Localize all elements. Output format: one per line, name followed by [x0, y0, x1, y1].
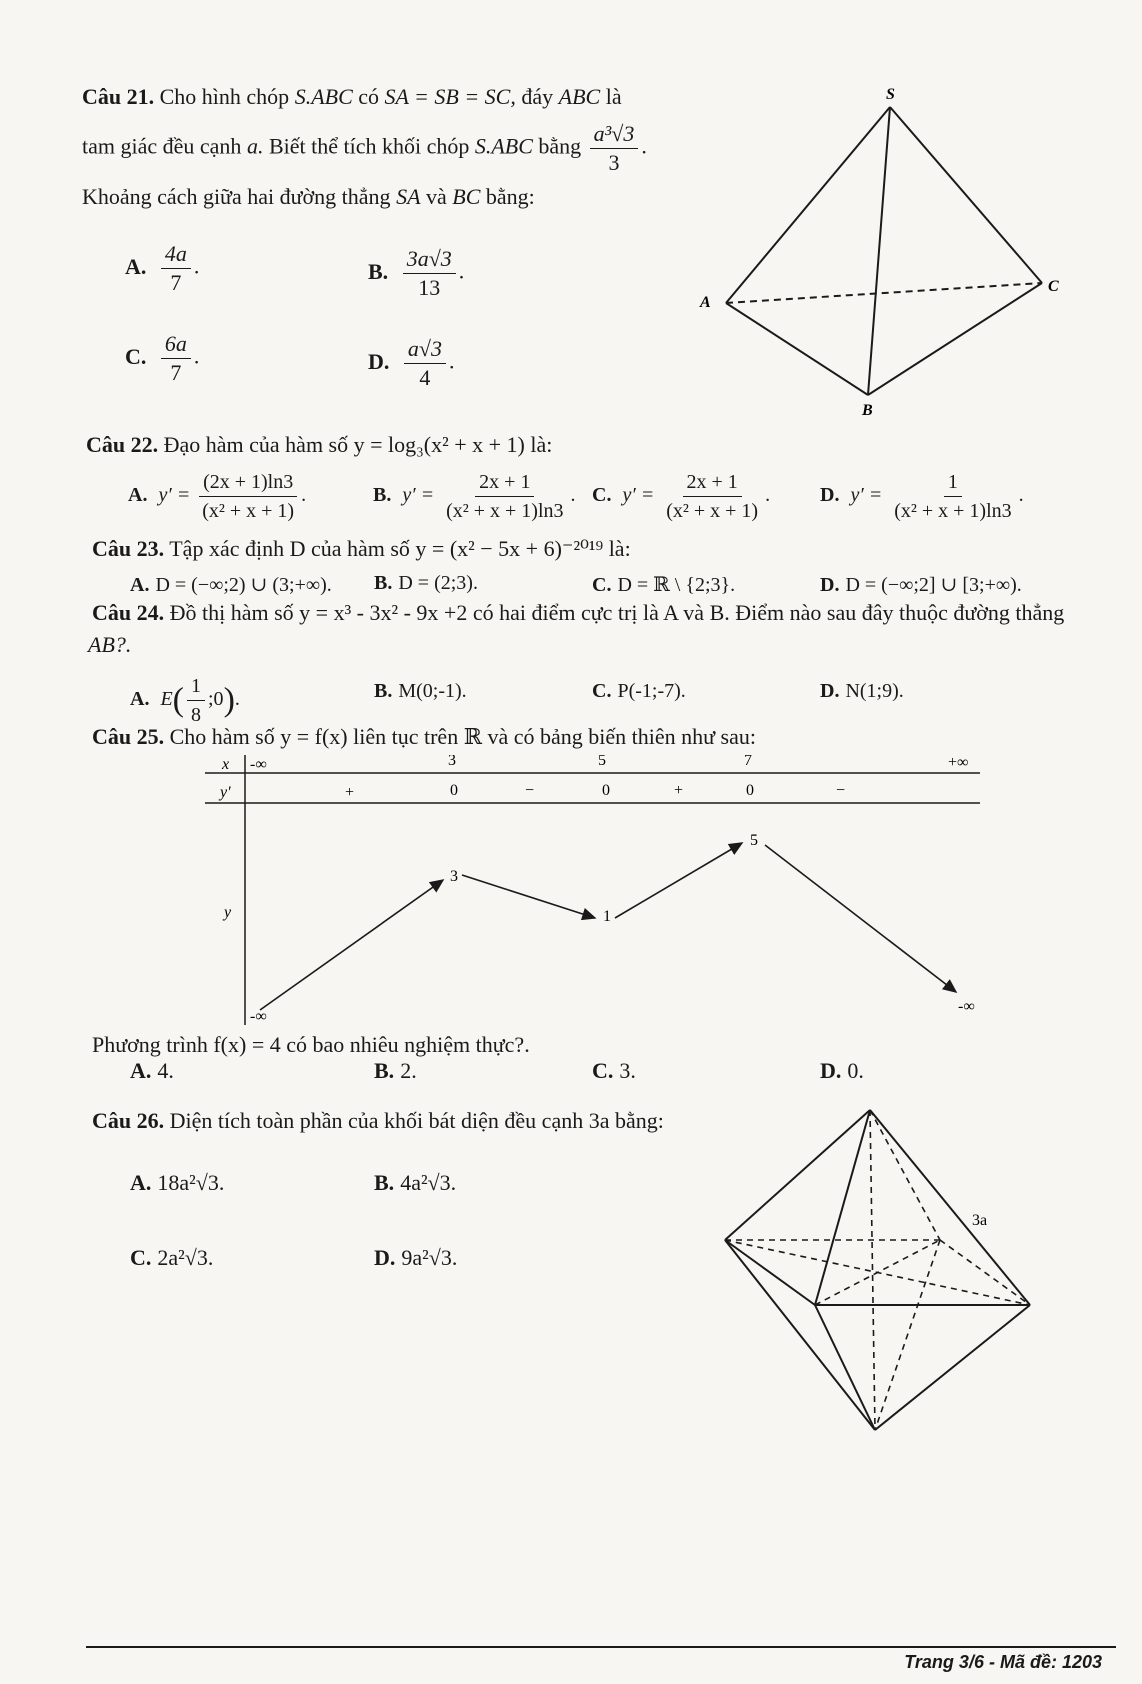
q21-volume-fraction — [590, 120, 639, 177]
arrow-up-1 — [260, 880, 443, 1010]
yp-value: + — [674, 782, 684, 799]
q26-opt-b-label: B. — [374, 1170, 395, 1195]
q21-line2a: tam giác đều cạnh — [82, 133, 242, 159]
q25-option-b[interactable] — [374, 1058, 417, 1084]
q25-text: Cho hàm số y = f(x) liên tục trên ℝ và có bảng biến thiên như sau: — [169, 724, 756, 749]
q24-text1: Đồ thị hàm số y = x³ - 3x² - 9x +2 có hai điểm cực trị là A và B. Điểm nào sau đây thuộc đường thẳng — [169, 600, 1065, 625]
q21-vol-den: 3 — [608, 150, 620, 175]
q22-opt-c-label: C. — [592, 484, 612, 507]
q21-abc: ABC — [558, 84, 601, 109]
q21-text3: đáy — [521, 84, 554, 109]
q21-bc: BC — [452, 184, 481, 209]
vertex-a-label: A — [700, 294, 711, 311]
q25-option-a[interactable] — [130, 1058, 174, 1084]
octahedron-figure — [710, 1100, 1050, 1440]
q24-label: Câu 24. — [92, 600, 165, 625]
q22-stem — [86, 430, 552, 460]
edge-ac-hidden — [726, 283, 1042, 303]
x-value: 5 — [598, 755, 606, 769]
edge-ab — [726, 303, 868, 395]
q22-opt-b-lhs: y′ = — [402, 484, 435, 507]
arrow-down-2 — [765, 845, 956, 992]
q22-opt-a-label: A. — [128, 484, 148, 507]
variation-table — [200, 755, 990, 1035]
q24-opt-d-label: D. — [820, 680, 840, 702]
q22-opt-a-num: (2x + 1)ln3 — [199, 468, 297, 497]
q21-sabc-2: S.ABC — [474, 133, 533, 159]
page-footer: Trang 3/6 - Mã đề: 1203 — [904, 1652, 1102, 1672]
q23-option-b[interactable] — [374, 572, 478, 595]
q24-opt-c-text: P(-1;-7). — [617, 680, 686, 702]
q21-sa: SA — [396, 184, 421, 209]
edge-label-3a: 3a — [972, 1212, 988, 1229]
q24-option-a[interactable]: A. E( $\frac{1}{8}$ ;0). — [130, 672, 240, 729]
yp-value: 0 — [450, 782, 458, 799]
q23-stem — [92, 534, 631, 564]
edge-sb — [868, 107, 890, 395]
q23-opt-b-label: B. — [374, 572, 393, 594]
q21-option-c[interactable]: C. $\frac{6a}{7}$ . — [125, 331, 200, 385]
q26-option-c[interactable] — [130, 1245, 213, 1271]
q24-option-d[interactable] — [820, 680, 904, 703]
q21-option-d[interactable]: D. $\frac{a√3}{4}$ . — [368, 336, 455, 390]
q21-va: và — [426, 184, 447, 209]
q25-opt-c-label: C. — [592, 1058, 614, 1083]
q21-line3 — [82, 182, 535, 212]
q22-label: Câu 22. — [86, 432, 159, 457]
q24-opt-a-den: 8 — [191, 704, 201, 726]
q23-opt-b-text: D = (2;3). — [398, 572, 478, 594]
vertex-c-label: C — [1048, 278, 1059, 295]
q21-cond: SA = SB = SC, — [384, 84, 516, 109]
q24-option-b[interactable] — [374, 680, 467, 703]
q21-opt-c-num: 6a — [161, 330, 191, 359]
q22-opt-b-den: (x² + x + 1)ln3 — [446, 500, 564, 522]
q22-option-a[interactable]: A. y′ = $\frac{(2x + 1)\ln 3}{\text{(x² + x + 1)}}$ . — [128, 468, 306, 525]
q26-opt-b-text: 4a²√3. — [400, 1170, 457, 1195]
y-value: -∞ — [958, 998, 975, 1015]
q22-opt-c-den: (x² + x + 1) — [666, 500, 759, 522]
q23-opt-a-label: A. — [130, 574, 150, 596]
q26-label: Câu 26. — [92, 1108, 165, 1133]
q21-option-a[interactable]: A. $\frac{4a}{7}$ . — [125, 241, 200, 295]
q24-stem-2: AB?. — [88, 632, 132, 657]
q21-line1 — [82, 82, 622, 112]
q21-sabc: S.ABC — [294, 84, 353, 109]
q22-option-b[interactable]: B. y′ = $\frac{2x + 1}{\text{(x² + x + 1)ln3}}$ . — [373, 468, 576, 525]
q21-opt-d-num: a√3 — [404, 335, 446, 364]
yp-value: 0 — [602, 782, 610, 799]
q21-line2b: Biết thể tích khối chóp — [268, 133, 470, 159]
q21-text2: có — [358, 84, 380, 109]
q21-opt-c-label: C. — [125, 343, 147, 369]
q24-stem-1 — [92, 598, 1064, 628]
q25-stem — [92, 722, 756, 752]
x-value: -∞ — [250, 756, 267, 773]
q24-opt-a-label: A. — [130, 688, 150, 711]
q21-label: Câu 21. — [82, 84, 155, 109]
q21-opt-b-den: 13 — [418, 275, 441, 300]
q21-text4: là — [605, 84, 622, 109]
x-value: +∞ — [948, 755, 969, 771]
q25-opt-b-label: B. — [374, 1058, 395, 1083]
q23-text: Tập xác định D của hàm số y = (x² − 5x + 6)⁻²⁰¹⁹ là: — [169, 536, 631, 561]
q22-opt-d-den: (x² + x + 1)ln3 — [894, 500, 1012, 522]
q25-option-d[interactable] — [820, 1058, 864, 1084]
yp-value: + — [345, 784, 355, 801]
q21-line2c: bằng — [538, 133, 582, 159]
q21-opt-b-label: B. — [368, 258, 389, 284]
yp-value: − — [525, 782, 535, 799]
q26-opt-a-text: 18a²√3. — [157, 1170, 225, 1195]
q26-option-a[interactable] — [130, 1170, 224, 1196]
q23-opt-d-text: D = (−∞;2] ∪ [3;+∞). — [845, 574, 1022, 596]
q21-opt-b-num: 3a√3 — [403, 245, 456, 274]
q22-option-c[interactable]: C. y′ = $\frac{2x + 1}{\text{(x² + x + 1)}}$ . — [592, 468, 770, 525]
q21-opt-c-den: 7 — [170, 360, 182, 385]
q22-option-d[interactable]: D. y′ = $\frac{1}{\text{(x² + x + 1)ln3}}$ . — [820, 468, 1024, 525]
table-y-label: y — [224, 904, 232, 921]
q21-line3a: Khoảng cách giữa hai đường thẳng — [82, 184, 391, 209]
q21-line3b: bằng: — [485, 184, 535, 209]
q23-opt-c-label: C. — [592, 574, 612, 596]
vertex-b-label: B — [862, 402, 873, 419]
q24-opt-a-post: ;0 — [208, 688, 224, 711]
x-value: 7 — [744, 755, 752, 769]
q26-opt-a-label: A. — [130, 1170, 152, 1195]
q25-opt-d-text: 0. — [847, 1058, 864, 1083]
q23-opt-a-text: D = (−∞;2) ∪ (3;+∞). — [155, 574, 332, 596]
q23-opt-d-label: D. — [820, 574, 840, 596]
footer-rule — [86, 1646, 1116, 1648]
q23-option-d[interactable] — [820, 572, 1022, 597]
q25-opt-a-text: 4. — [157, 1058, 174, 1083]
q24-opt-d-text: N(1;9). — [845, 680, 904, 702]
q22-text: Đạo hàm của hàm số y = log₃(x² + x + 1) là: — [163, 432, 553, 457]
q23-option-c[interactable] — [592, 572, 735, 597]
q26-stem — [92, 1106, 664, 1136]
edge-bc — [868, 283, 1042, 395]
q24-opt-a-num: 1 — [187, 672, 205, 701]
q26-option-b[interactable] — [374, 1170, 456, 1196]
y-value: 1 — [603, 908, 611, 925]
pyramid-figure — [690, 85, 1090, 425]
q25-label: Câu 25. — [92, 724, 165, 749]
q21-line2: tam giác đều cạnh a. Biết thể tích khối chóp S.ABC bằng $\frac{\text{a³√3}}{3}$ . — [82, 121, 647, 175]
yp-value: − — [836, 782, 846, 799]
q22-opt-d-label: D. — [820, 484, 840, 507]
q21-a: a. — [246, 133, 264, 159]
q21-opt-a-num: 4a — [161, 240, 191, 269]
q23-opt-c-text: D = ℝ \ {2;3}. — [617, 574, 736, 596]
q26-text: Diện tích toàn phần của khối bát diện đều cạnh 3a bằng: — [169, 1108, 664, 1133]
q26-opt-c-text: 2a²√3. — [157, 1245, 214, 1270]
q25-option-c[interactable] — [592, 1058, 636, 1084]
table-yp-label: y' — [220, 784, 231, 801]
q24-option-c[interactable] — [592, 680, 686, 703]
edge-sc — [890, 107, 1042, 283]
q25-opt-c-text: 3. — [619, 1058, 636, 1083]
y-value: -∞ — [250, 1008, 267, 1025]
q21-vol-num: a³√3 — [590, 120, 639, 149]
q25-opt-a-label: A. — [130, 1058, 152, 1083]
arrow-up-2 — [615, 843, 742, 918]
edge-sa — [726, 107, 890, 303]
q24-opt-c-label: C. — [592, 680, 612, 702]
q26-option-d[interactable] — [374, 1245, 457, 1271]
q26-opt-d-label: D. — [374, 1245, 396, 1270]
q24-opt-b-text: M(0;-1). — [398, 680, 467, 702]
q22-opt-c-lhs: y′ = — [622, 484, 655, 507]
q26-opt-d-text: 9a²√3. — [401, 1245, 458, 1270]
q22-opt-c-num: 2x + 1 — [683, 468, 742, 497]
y-value: 5 — [750, 832, 758, 849]
table-x-label: x — [222, 756, 230, 773]
y-value: 3 — [450, 868, 458, 885]
q21-opt-d-label: D. — [368, 348, 390, 374]
q21-opt-d-den: 4 — [419, 365, 431, 390]
q22-opt-d-num: 1 — [944, 468, 962, 497]
x-value: 3 — [448, 755, 456, 769]
arrow-down-1 — [462, 875, 595, 918]
q25-opt-d-label: D. — [820, 1058, 842, 1083]
q21-option-b[interactable]: B. $\frac{3a√3}{13}$ . — [368, 246, 465, 300]
q21-opt-a-label: A. — [125, 253, 147, 279]
q23-option-a[interactable] — [130, 572, 332, 597]
q24-opt-a-pre: E — [160, 688, 173, 711]
q21-opt-a-den: 7 — [170, 270, 182, 295]
q24-opt-b-label: B. — [374, 680, 393, 702]
q22-opt-b-label: B. — [373, 484, 392, 507]
q22-opt-d-lhs: y′ = — [850, 484, 883, 507]
q25-question: Phương trình f(x) = 4 có bao nhiêu nghiệm thực?. — [92, 1032, 530, 1057]
q22-opt-a-den: (x² + x + 1) — [202, 500, 295, 522]
yp-value: 0 — [746, 782, 754, 799]
q22-opt-b-num: 2x + 1 — [475, 468, 534, 497]
q21-text1: Cho hình chóp — [159, 84, 290, 109]
q26-opt-c-label: C. — [130, 1245, 152, 1270]
q25-opt-b-text: 2. — [400, 1058, 417, 1083]
q23-label: Câu 23. — [92, 536, 165, 561]
q22-opt-a-lhs: y′ = — [158, 484, 191, 507]
vertex-s-label: S — [886, 86, 895, 103]
